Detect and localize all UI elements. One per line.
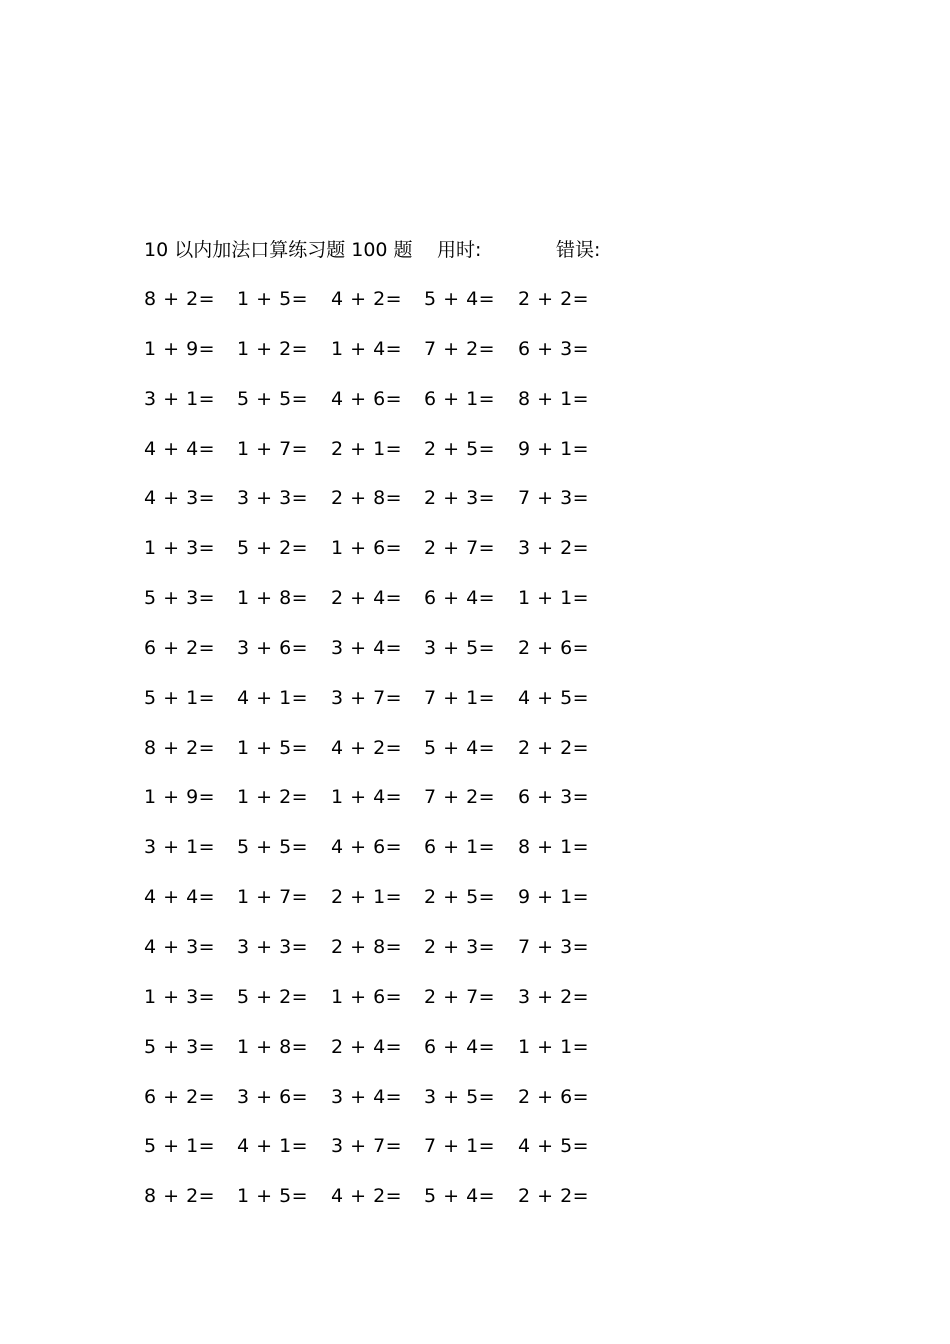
addition-problem: 1 + 5= bbox=[237, 288, 309, 310]
addition-problem: 3 + 5= bbox=[424, 1085, 496, 1108]
problem-row bbox=[144, 634, 644, 684]
addition-problem: 1 + 3= bbox=[144, 537, 216, 560]
time-used-label: 用时: bbox=[437, 239, 482, 261]
problem-row bbox=[144, 933, 644, 983]
addition-problem: 3 + 1= bbox=[144, 387, 216, 410]
addition-problem: 4 + 5= bbox=[518, 686, 590, 709]
addition-problem: 3 + 2= bbox=[518, 985, 590, 1008]
addition-problem: 2 + 2= bbox=[518, 736, 590, 759]
addition-problem: 4 + 2= bbox=[331, 736, 403, 759]
addition-problem: 1 + 5= bbox=[237, 736, 309, 759]
addition-problem: 2 + 4= bbox=[331, 1035, 403, 1058]
addition-problem: 4 + 6= bbox=[331, 387, 403, 410]
addition-problem: 2 + 7= bbox=[424, 537, 496, 560]
problem-row bbox=[144, 734, 644, 784]
addition-problem: 5 + 2= bbox=[237, 537, 309, 560]
addition-problem: 1 + 1= bbox=[518, 1035, 590, 1058]
addition-problem: 5 + 3= bbox=[144, 587, 216, 610]
addition-problem: 3 + 7= bbox=[331, 1135, 403, 1158]
addition-problem: 1 + 7= bbox=[237, 886, 309, 909]
addition-problem: 4 + 4= bbox=[144, 437, 216, 460]
addition-problem: 6 + 2= bbox=[144, 636, 216, 659]
addition-problem: 3 + 7= bbox=[331, 686, 403, 709]
addition-problem: 4 + 1= bbox=[237, 686, 309, 709]
addition-problem: 3 + 6= bbox=[237, 1085, 309, 1108]
addition-problem: 5 + 5= bbox=[237, 387, 309, 410]
addition-problem: 1 + 1= bbox=[518, 587, 590, 610]
problem-row bbox=[144, 435, 644, 485]
worksheet-title: 10 以内加法口算练习题 100 题 bbox=[144, 239, 413, 261]
addition-problem: 3 + 5= bbox=[424, 636, 496, 659]
addition-problem: 1 + 4= bbox=[331, 337, 403, 360]
addition-problem: 2 + 6= bbox=[518, 1085, 590, 1108]
addition-problem: 4 + 2= bbox=[331, 288, 403, 310]
addition-problem: 1 + 2= bbox=[237, 786, 309, 809]
problem-row bbox=[144, 285, 644, 335]
addition-problem: 1 + 6= bbox=[331, 537, 403, 560]
addition-problem: 2 + 2= bbox=[518, 288, 590, 310]
addition-problem: 4 + 3= bbox=[144, 935, 216, 958]
addition-problem: 4 + 6= bbox=[331, 836, 403, 859]
problem-row bbox=[144, 385, 644, 435]
addition-problem: 5 + 4= bbox=[424, 288, 496, 310]
addition-problem: 6 + 1= bbox=[424, 387, 496, 410]
problem-row bbox=[144, 1033, 644, 1083]
addition-problem: 8 + 2= bbox=[144, 736, 216, 759]
addition-problem: 1 + 8= bbox=[237, 587, 309, 610]
addition-problem: 5 + 1= bbox=[144, 1135, 216, 1158]
addition-problem: 8 + 2= bbox=[144, 288, 216, 310]
addition-problem: 3 + 1= bbox=[144, 836, 216, 859]
addition-problem: 3 + 3= bbox=[237, 487, 309, 510]
addition-problem: 6 + 3= bbox=[518, 786, 590, 809]
addition-problem: 4 + 2= bbox=[331, 1185, 403, 1208]
addition-problem: 1 + 6= bbox=[331, 985, 403, 1008]
addition-problem: 1 + 8= bbox=[237, 1035, 309, 1058]
addition-problem: 4 + 4= bbox=[144, 886, 216, 909]
problem-row bbox=[144, 983, 644, 1033]
addition-problem: 2 + 6= bbox=[518, 636, 590, 659]
addition-problem: 8 + 1= bbox=[518, 836, 590, 859]
addition-problem: 3 + 4= bbox=[331, 636, 403, 659]
addition-problem: 7 + 2= bbox=[424, 337, 496, 360]
addition-problem: 2 + 2= bbox=[518, 1185, 590, 1208]
errors-label: 错误: bbox=[556, 239, 601, 261]
problem-row bbox=[144, 335, 644, 385]
addition-problem: 5 + 1= bbox=[144, 686, 216, 709]
addition-problem: 6 + 3= bbox=[518, 337, 590, 360]
addition-problem: 2 + 3= bbox=[424, 487, 496, 510]
worksheet-header bbox=[144, 236, 664, 264]
addition-problem: 2 + 8= bbox=[331, 935, 403, 958]
problem-row bbox=[144, 1132, 644, 1182]
addition-problem: 3 + 3= bbox=[237, 935, 309, 958]
addition-problem: 3 + 2= bbox=[518, 537, 590, 560]
addition-problem: 1 + 2= bbox=[237, 337, 309, 360]
addition-problem: 6 + 2= bbox=[144, 1085, 216, 1108]
addition-problem: 8 + 2= bbox=[144, 1185, 216, 1208]
problem-row bbox=[144, 584, 644, 634]
addition-problem: 6 + 1= bbox=[424, 836, 496, 859]
addition-problem: 2 + 5= bbox=[424, 437, 496, 460]
addition-problem: 6 + 4= bbox=[424, 587, 496, 610]
addition-problem: 2 + 8= bbox=[331, 487, 403, 510]
addition-problem: 4 + 3= bbox=[144, 487, 216, 510]
addition-problem: 2 + 4= bbox=[331, 587, 403, 610]
addition-problem: 1 + 9= bbox=[144, 337, 216, 360]
addition-problem: 1 + 5= bbox=[237, 1185, 309, 1208]
addition-problem: 3 + 6= bbox=[237, 636, 309, 659]
addition-problem: 5 + 2= bbox=[237, 985, 309, 1008]
addition-problem: 9 + 1= bbox=[518, 886, 590, 909]
problem-row bbox=[144, 1182, 644, 1232]
addition-problem: 2 + 1= bbox=[331, 437, 403, 460]
addition-problem: 5 + 4= bbox=[424, 736, 496, 759]
addition-problem: 1 + 7= bbox=[237, 437, 309, 460]
addition-problem: 5 + 3= bbox=[144, 1035, 216, 1058]
addition-problem: 7 + 3= bbox=[518, 935, 590, 958]
addition-problem: 7 + 2= bbox=[424, 786, 496, 809]
addition-problem: 1 + 4= bbox=[331, 786, 403, 809]
addition-problem: 2 + 5= bbox=[424, 886, 496, 909]
problem-row bbox=[144, 534, 644, 584]
problem-grid bbox=[144, 285, 644, 1232]
addition-problem: 9 + 1= bbox=[518, 437, 590, 460]
addition-problem: 7 + 3= bbox=[518, 487, 590, 510]
addition-problem: 6 + 4= bbox=[424, 1035, 496, 1058]
addition-problem: 8 + 1= bbox=[518, 387, 590, 410]
addition-problem: 1 + 9= bbox=[144, 786, 216, 809]
problem-row bbox=[144, 783, 644, 833]
addition-problem: 2 + 7= bbox=[424, 985, 496, 1008]
addition-problem: 7 + 1= bbox=[424, 686, 496, 709]
addition-problem: 2 + 3= bbox=[424, 935, 496, 958]
problem-row bbox=[144, 883, 644, 933]
addition-problem: 1 + 3= bbox=[144, 985, 216, 1008]
addition-problem: 7 + 1= bbox=[424, 1135, 496, 1158]
addition-problem: 3 + 4= bbox=[331, 1085, 403, 1108]
problem-row bbox=[144, 684, 644, 734]
addition-problem: 4 + 5= bbox=[518, 1135, 590, 1158]
problem-row bbox=[144, 1083, 644, 1133]
addition-problem: 5 + 5= bbox=[237, 836, 309, 859]
problem-row bbox=[144, 484, 644, 534]
addition-problem: 2 + 1= bbox=[331, 886, 403, 909]
problem-row bbox=[144, 833, 644, 883]
addition-problem: 4 + 1= bbox=[237, 1135, 309, 1158]
addition-problem: 5 + 4= bbox=[424, 1185, 496, 1208]
